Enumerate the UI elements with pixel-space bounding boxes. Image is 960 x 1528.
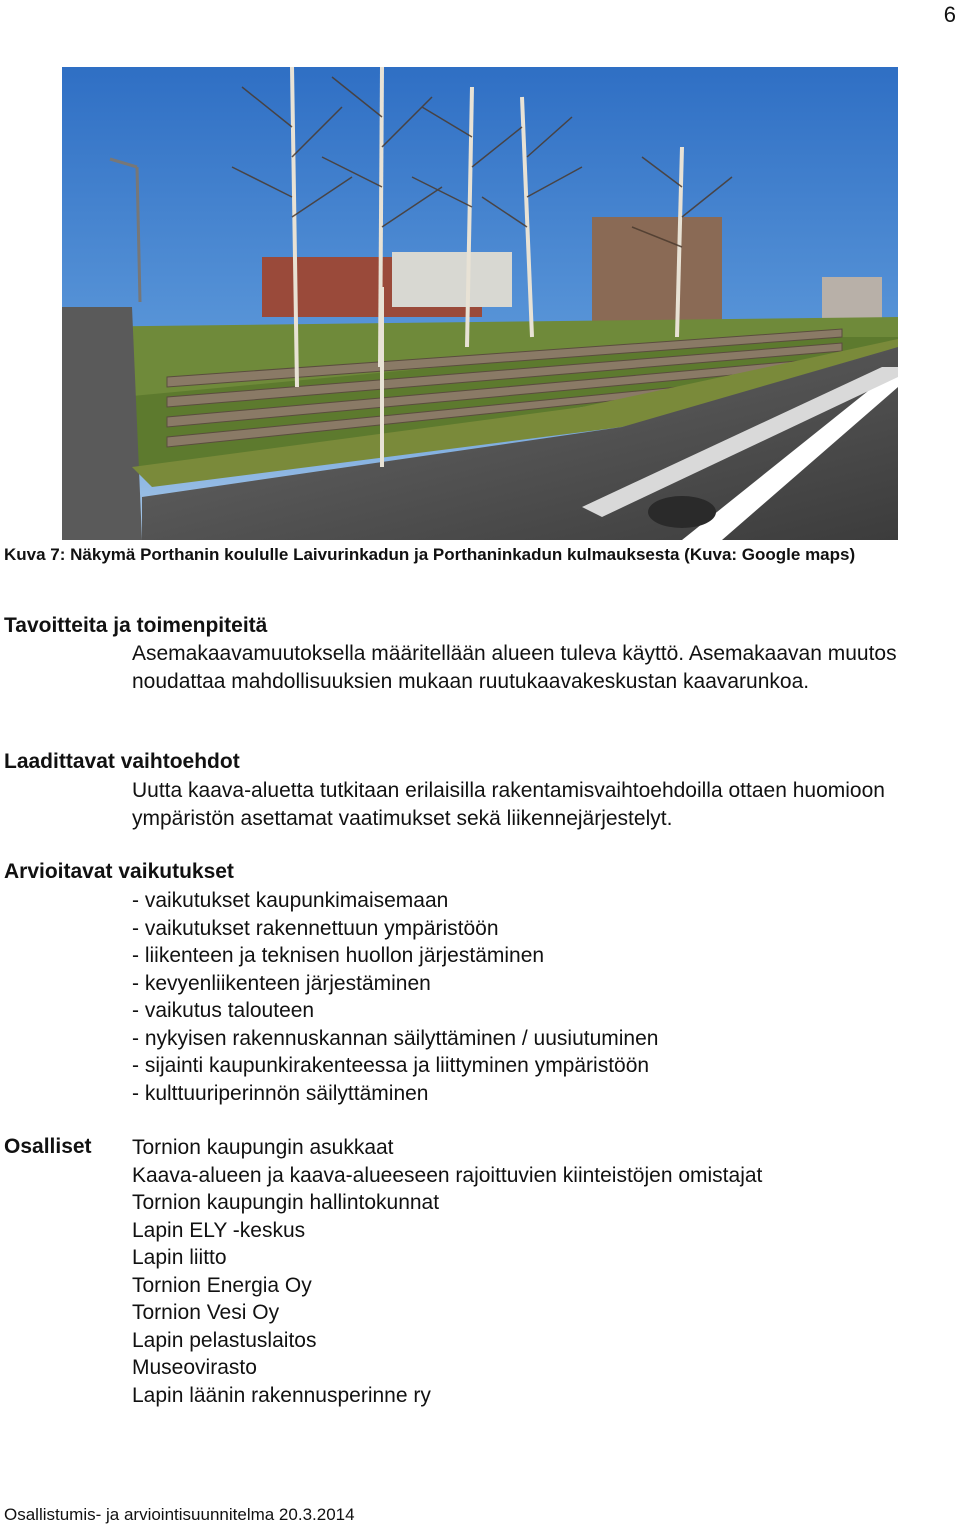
list-item: Tornion kaupungin hallintokunnat bbox=[132, 1191, 440, 1214]
list-item: - vaikutukset kaupunkimaisemaan bbox=[132, 889, 449, 912]
list-item: Lapin läänin rakennusperinne ry bbox=[132, 1383, 431, 1407]
list-item: - vaikutus talouteen bbox=[132, 999, 315, 1022]
list-item: Tornion Vesi Oy bbox=[132, 1301, 280, 1324]
list-item: - kevyenliikenteen järjestäminen bbox=[132, 971, 431, 995]
list-item: Lapin pelastuslaitos bbox=[132, 1328, 317, 1352]
paragraph-tavoitteet: Asemakaavamuutoksella määritellään alueen tuleva käyttö. Asemakaavan muutos noudattaa mahdollisuuksien mukaan ruutukaavakeskustan kaavarunkoa. bbox=[132, 642, 897, 693]
photo-illustration bbox=[62, 67, 898, 540]
list-item: Lapin ELY -keskus bbox=[132, 1218, 306, 1242]
list-item: Museovirasto bbox=[132, 1356, 257, 1379]
list-item: - liikenteen ja teknisen huollon järjestäminen bbox=[132, 944, 545, 967]
figure-caption: Kuva 7: Näkymä Porthanin koululle Laivurinkadun ja Porthaninkadun kulmauksesta (Kuva: Google maps) bbox=[4, 545, 856, 564]
list-item: - kulttuuriperinnön säilyttäminen bbox=[132, 1081, 429, 1105]
list-item: - nykyisen rakennuskannan säilyttäminen / uusiutuminen bbox=[132, 1026, 659, 1050]
paragraph-vaihtoehdot: Uutta kaava-aluetta tutkitaan erilaisilla rakentamisvaihtoehdoilla ottaen huomioon ympäristön asettamat vaatimukset sekä liikennejärjestelyt. bbox=[132, 779, 885, 830]
osalliset-list bbox=[132, 1134, 762, 1409]
heading-vaikutukset: Arvioitavat vaikutukset bbox=[4, 860, 234, 883]
street-view-photo bbox=[62, 67, 898, 540]
list-item: Tornion kaupungin asukkaat bbox=[132, 1136, 394, 1159]
page-number: 6 bbox=[943, 2, 956, 27]
heading-osalliset: Osalliset bbox=[4, 1135, 92, 1158]
heading-vaihtoehdot: Laadittavat vaihtoehdot bbox=[4, 750, 240, 773]
vaikutukset-list bbox=[132, 887, 658, 1107]
list-item: - vaikutukset rakennettuun ympäristöön bbox=[132, 916, 499, 940]
list-item: Lapin liitto bbox=[132, 1246, 227, 1269]
list-item: Tornion Energia Oy bbox=[132, 1273, 312, 1297]
list-item: - sijainti kaupunkirakenteessa ja liittyminen ympäristöön bbox=[132, 1054, 650, 1077]
heading-tavoitteet: Tavoitteita ja toimenpiteitä bbox=[4, 614, 268, 637]
list-item: Kaava-alueen ja kaava-alueeseen rajoittuvien kiinteistöjen omistajat bbox=[132, 1163, 763, 1187]
page-footer: Osallistumis- ja arviointisuunnitelma 20.3.2014 bbox=[4, 1505, 355, 1524]
